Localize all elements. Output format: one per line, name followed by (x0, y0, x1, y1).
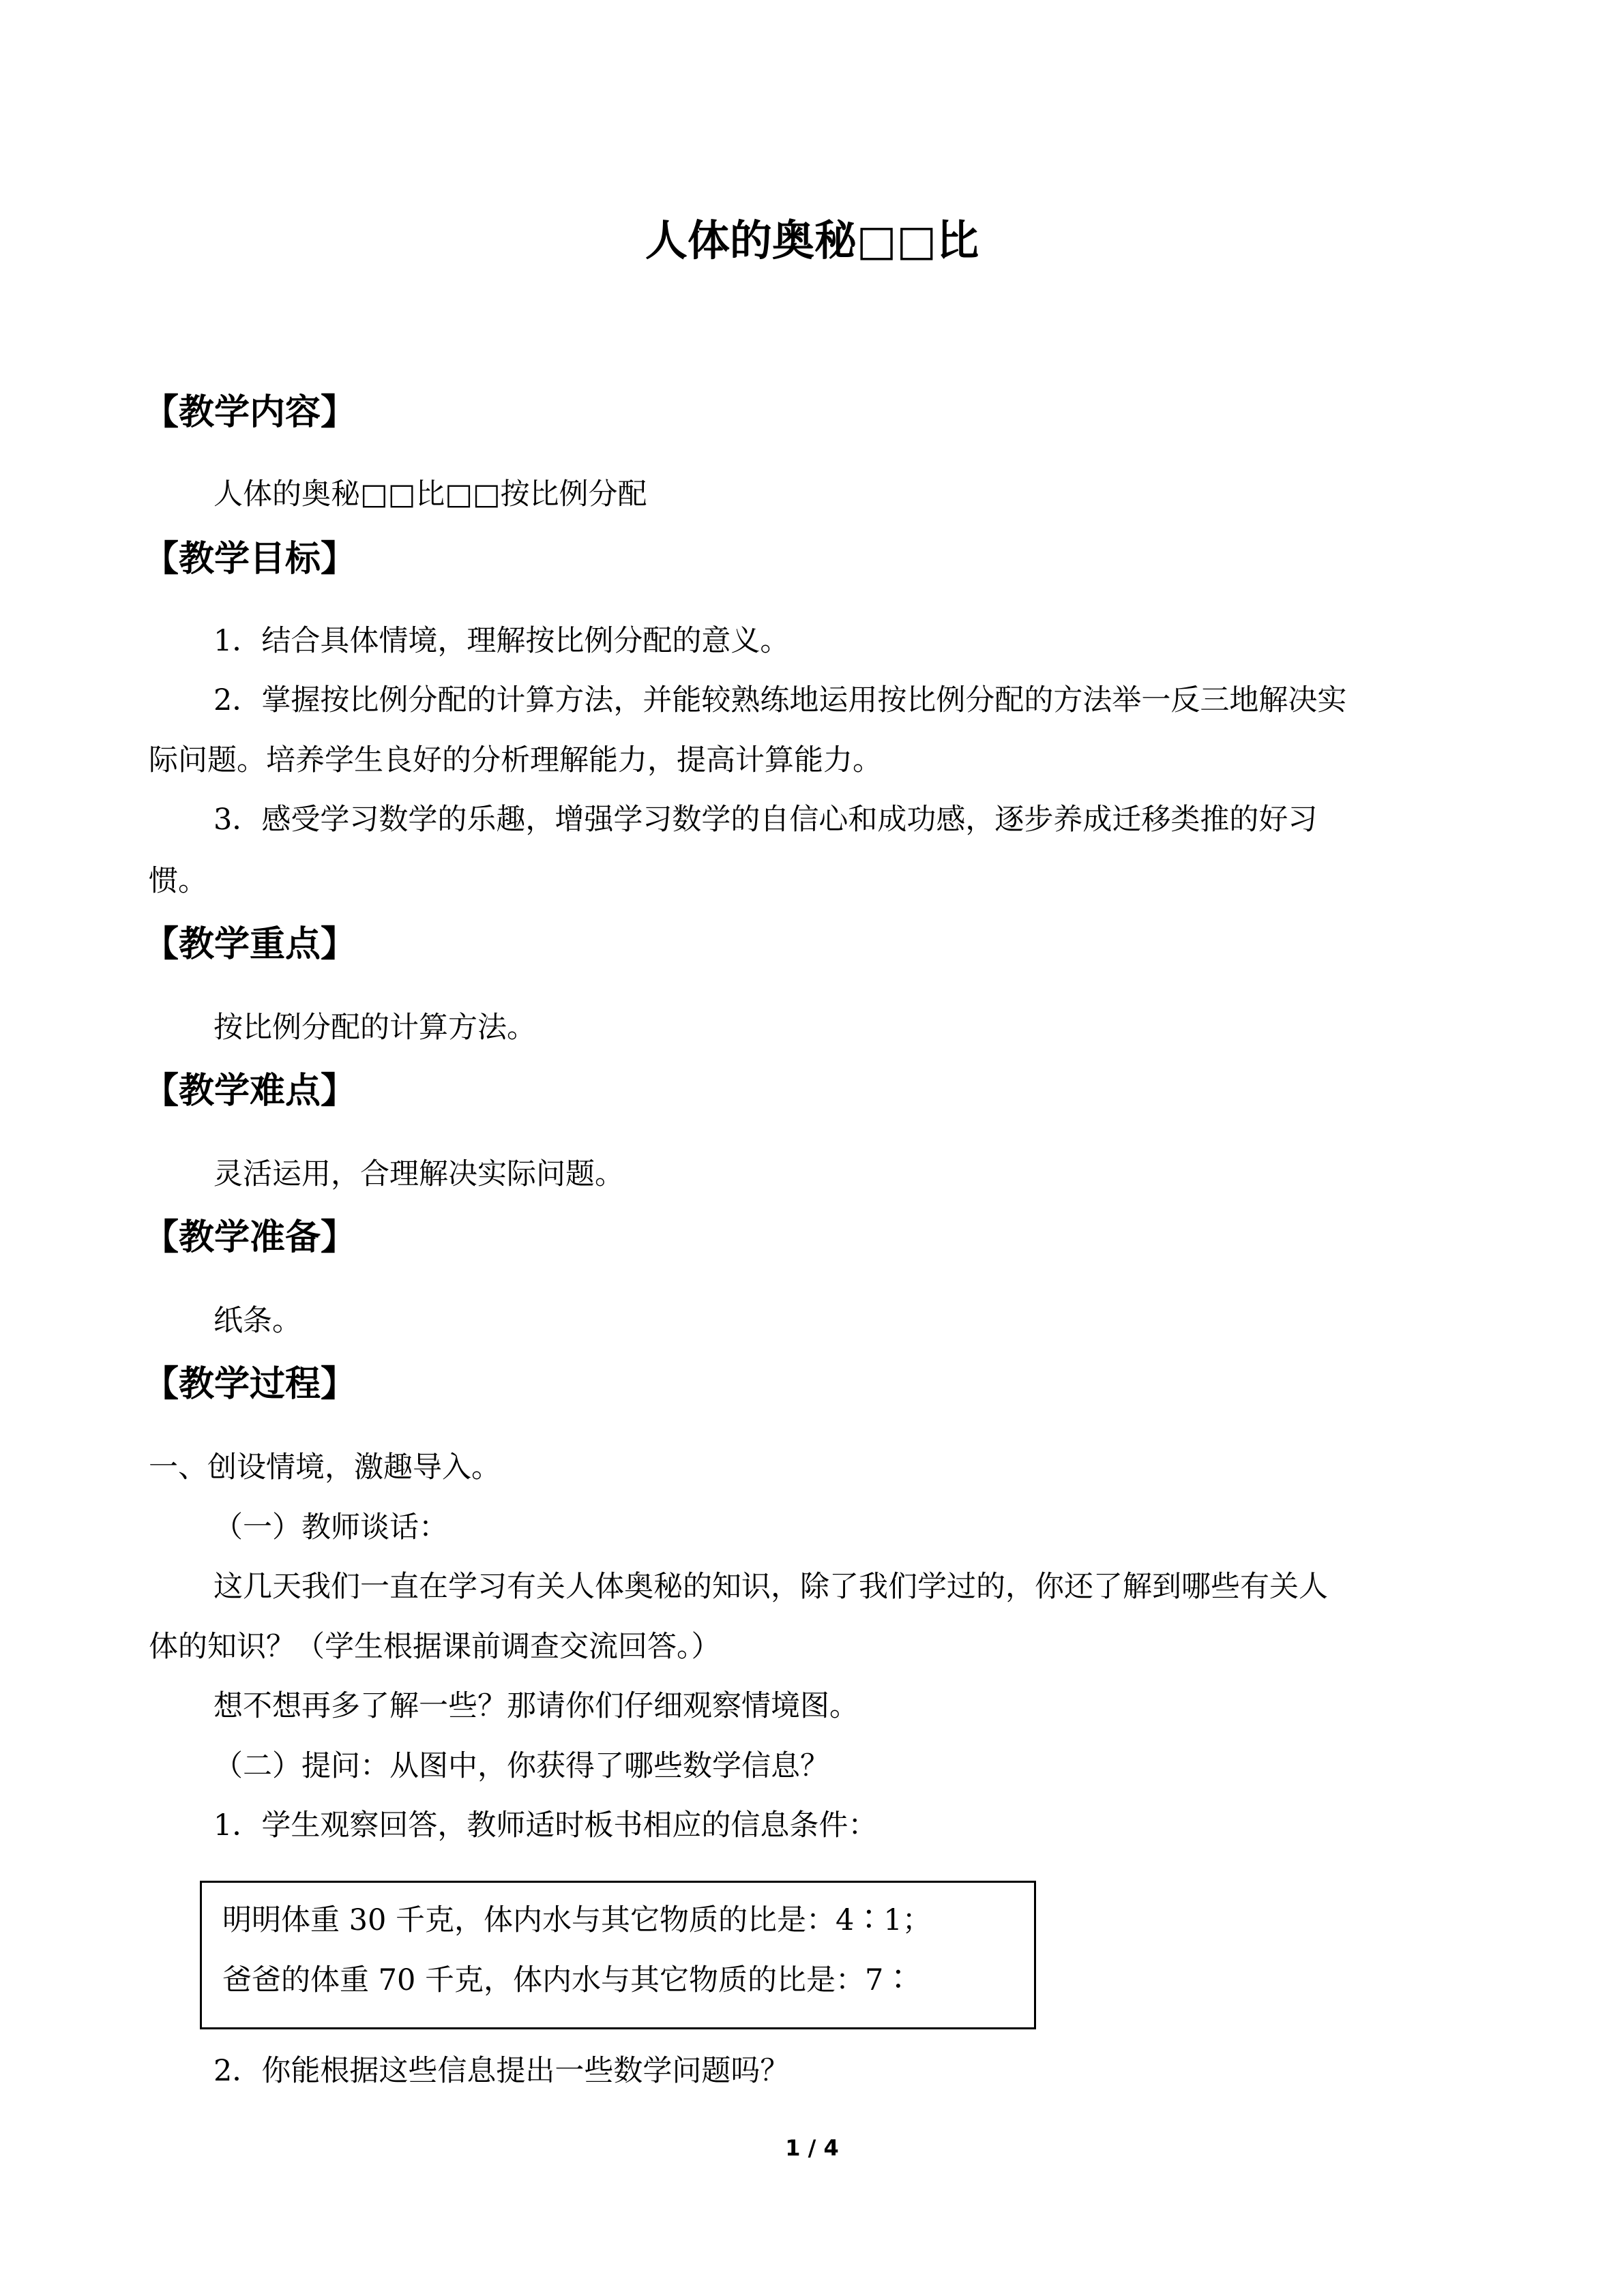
key-point-text: 按比例分配的计算方法。 (213, 1011, 536, 1045)
goal-line-1: 1．结合具体情境，理解按比例分配的意义。 (213, 624, 790, 658)
process-paragraph-line-3: 想不想再多了解一些？那请你们仔细观察情境图。 (213, 1689, 859, 1723)
info-box-line-1: 明明体重 30 千克，体内水与其它物质的比是：4∶1； (222, 1903, 932, 1937)
info-box-line-2: 爸爸的体重 70 千克，体内水与其它物质的比是：7∶ (222, 1963, 913, 1997)
heading-process: 【教学过程】 (143, 1364, 357, 1405)
difficulty-text: 灵活运用，合理解决实际问题。 (213, 1157, 624, 1191)
heading-key-point: 【教学重点】 (143, 924, 357, 965)
heading-preparation: 【教学准备】 (143, 1217, 357, 1258)
teaching-content-text: 人体的奥秘□□比□□按比例分配 (213, 477, 647, 511)
process-substep-1: （一）教师谈话： (213, 1510, 448, 1545)
process-item-2: 2．你能根据这些信息提出一些数学问题吗？ (213, 2054, 790, 2088)
preparation-text: 纸条。 (213, 1304, 301, 1338)
process-paragraph-line-1: 这几天我们一直在学习有关人体奥秘的知识，除了我们学过的，你还了解到哪些有关人 (213, 1570, 1328, 1604)
process-item-1: 1．学生观察回答，教师适时板书相应的信息条件： (213, 1808, 878, 1843)
info-box (200, 1881, 1036, 2029)
page-number: 1 / 4 (785, 2135, 839, 2161)
goal-line-3-cont: 惯。 (149, 864, 207, 898)
process-paragraph-line-2: 体的知识？（学生根据课前调查交流回答。） (149, 1630, 721, 1664)
heading-teaching-goals: 【教学目标】 (143, 539, 357, 580)
page-title: 人体的奥秘□□比 (645, 215, 979, 265)
goal-line-3: 3．感受学习数学的乐趣，增强学习数学的自信心和成功感，逐步养成迁移类推的好习 (213, 803, 1318, 837)
goal-line-2-cont: 际问题。培养学生良好的分析理解能力，提高计算能力。 (149, 743, 882, 777)
process-step-1: 一、创设情境，激趣导入。 (149, 1450, 501, 1485)
heading-difficulty: 【教学难点】 (143, 1071, 357, 1112)
process-substep-2: （二）提问：从图中，你获得了哪些数学信息？ (213, 1749, 829, 1783)
goal-line-2: 2．掌握按比例分配的计算方法，并能较熟练地运用按比例分配的方法举一反三地解决实 (213, 683, 1347, 717)
heading-teaching-content: 【教学内容】 (143, 392, 357, 433)
